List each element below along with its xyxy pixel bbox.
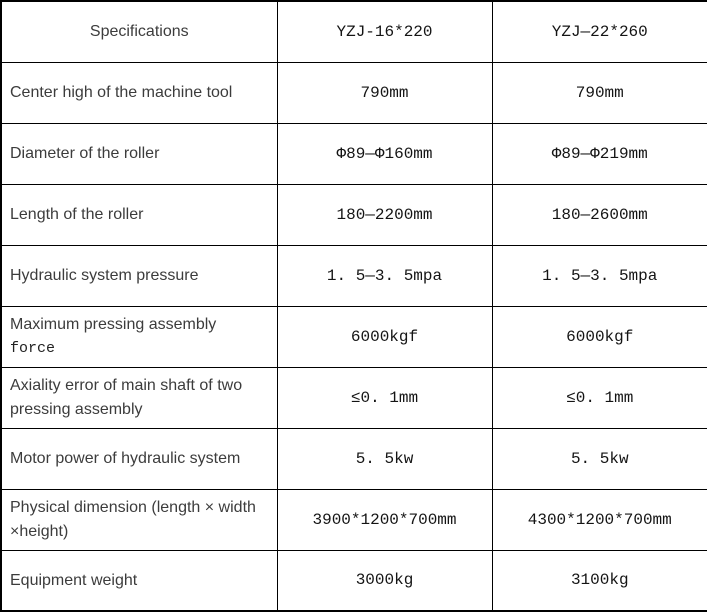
spec-label-text: Motor power of hydraulic system [10,449,241,467]
column-header-model-yzj-16-220: YZJ-16*220 [277,1,492,62]
spec-label-text: Length of the roller [10,205,144,223]
spec-label-text: Diameter of the roller [10,144,160,162]
spec-label-text: Physical dimension (length × width ×height) [10,499,256,540]
table-row-roller-diameter [1,123,707,184]
spec-value: ≤0. 1mm [492,367,707,428]
spec-label [1,550,277,611]
spec-label [1,306,277,367]
spec-value: ≤0. 1mm [277,367,492,428]
table-row-roller-length [1,184,707,245]
spec-value: 4300*1200*700mm [492,489,707,550]
spec-value: 5. 5kw [492,428,707,489]
spec-label-text: Hydraulic system pressure [10,266,199,284]
spec-value: 790mm [277,62,492,123]
spec-label [1,62,277,123]
spec-value: 1. 5—3. 5mpa [277,245,492,306]
table-row-axiality-error [1,367,707,428]
spec-label [1,245,277,306]
spec-label [1,489,277,550]
spec-label [1,428,277,489]
spec-value: 3900*1200*700mm [277,489,492,550]
spec-value: 180—2600mm [492,184,707,245]
spec-label-text: Maximum pressing assembly [10,316,217,334]
spec-value: 6000kgf [492,306,707,367]
spec-value: 3100kg [492,550,707,611]
column-header-model-yzj-22-260: YZJ—22*260 [492,1,707,62]
spec-label [1,367,277,428]
table-row-equipment-weight [1,550,707,611]
spec-label-text: Axiality error of main shaft of two pressing assembly [10,377,243,418]
spec-value: Φ89—Φ219mm [492,123,707,184]
spec-value: 180—2200mm [277,184,492,245]
table-row-center-height [1,62,707,123]
spec-label [1,123,277,184]
spec-value: 6000kgf [277,306,492,367]
header-row [1,1,707,62]
spec-label-text: Center high of the machine tool [10,83,233,101]
spec-value: 3000kg [277,550,492,611]
spec-value: 5. 5kw [277,428,492,489]
table-row-motor-power [1,428,707,489]
spec-label-text: Equipment weight [10,571,138,589]
spec-label-serif-word: force [10,340,56,358]
spec-value: Φ89—Φ160mm [277,123,492,184]
table-row-physical-dimension [1,489,707,550]
spec-label [1,184,277,245]
table-row-hydraulic-pressure [1,245,707,306]
column-header-specifications: Specifications [1,1,277,62]
spec-value: 790mm [492,62,707,123]
table-row-max-pressing-force [1,306,707,367]
spec-value: 1. 5—3. 5mpa [492,245,707,306]
